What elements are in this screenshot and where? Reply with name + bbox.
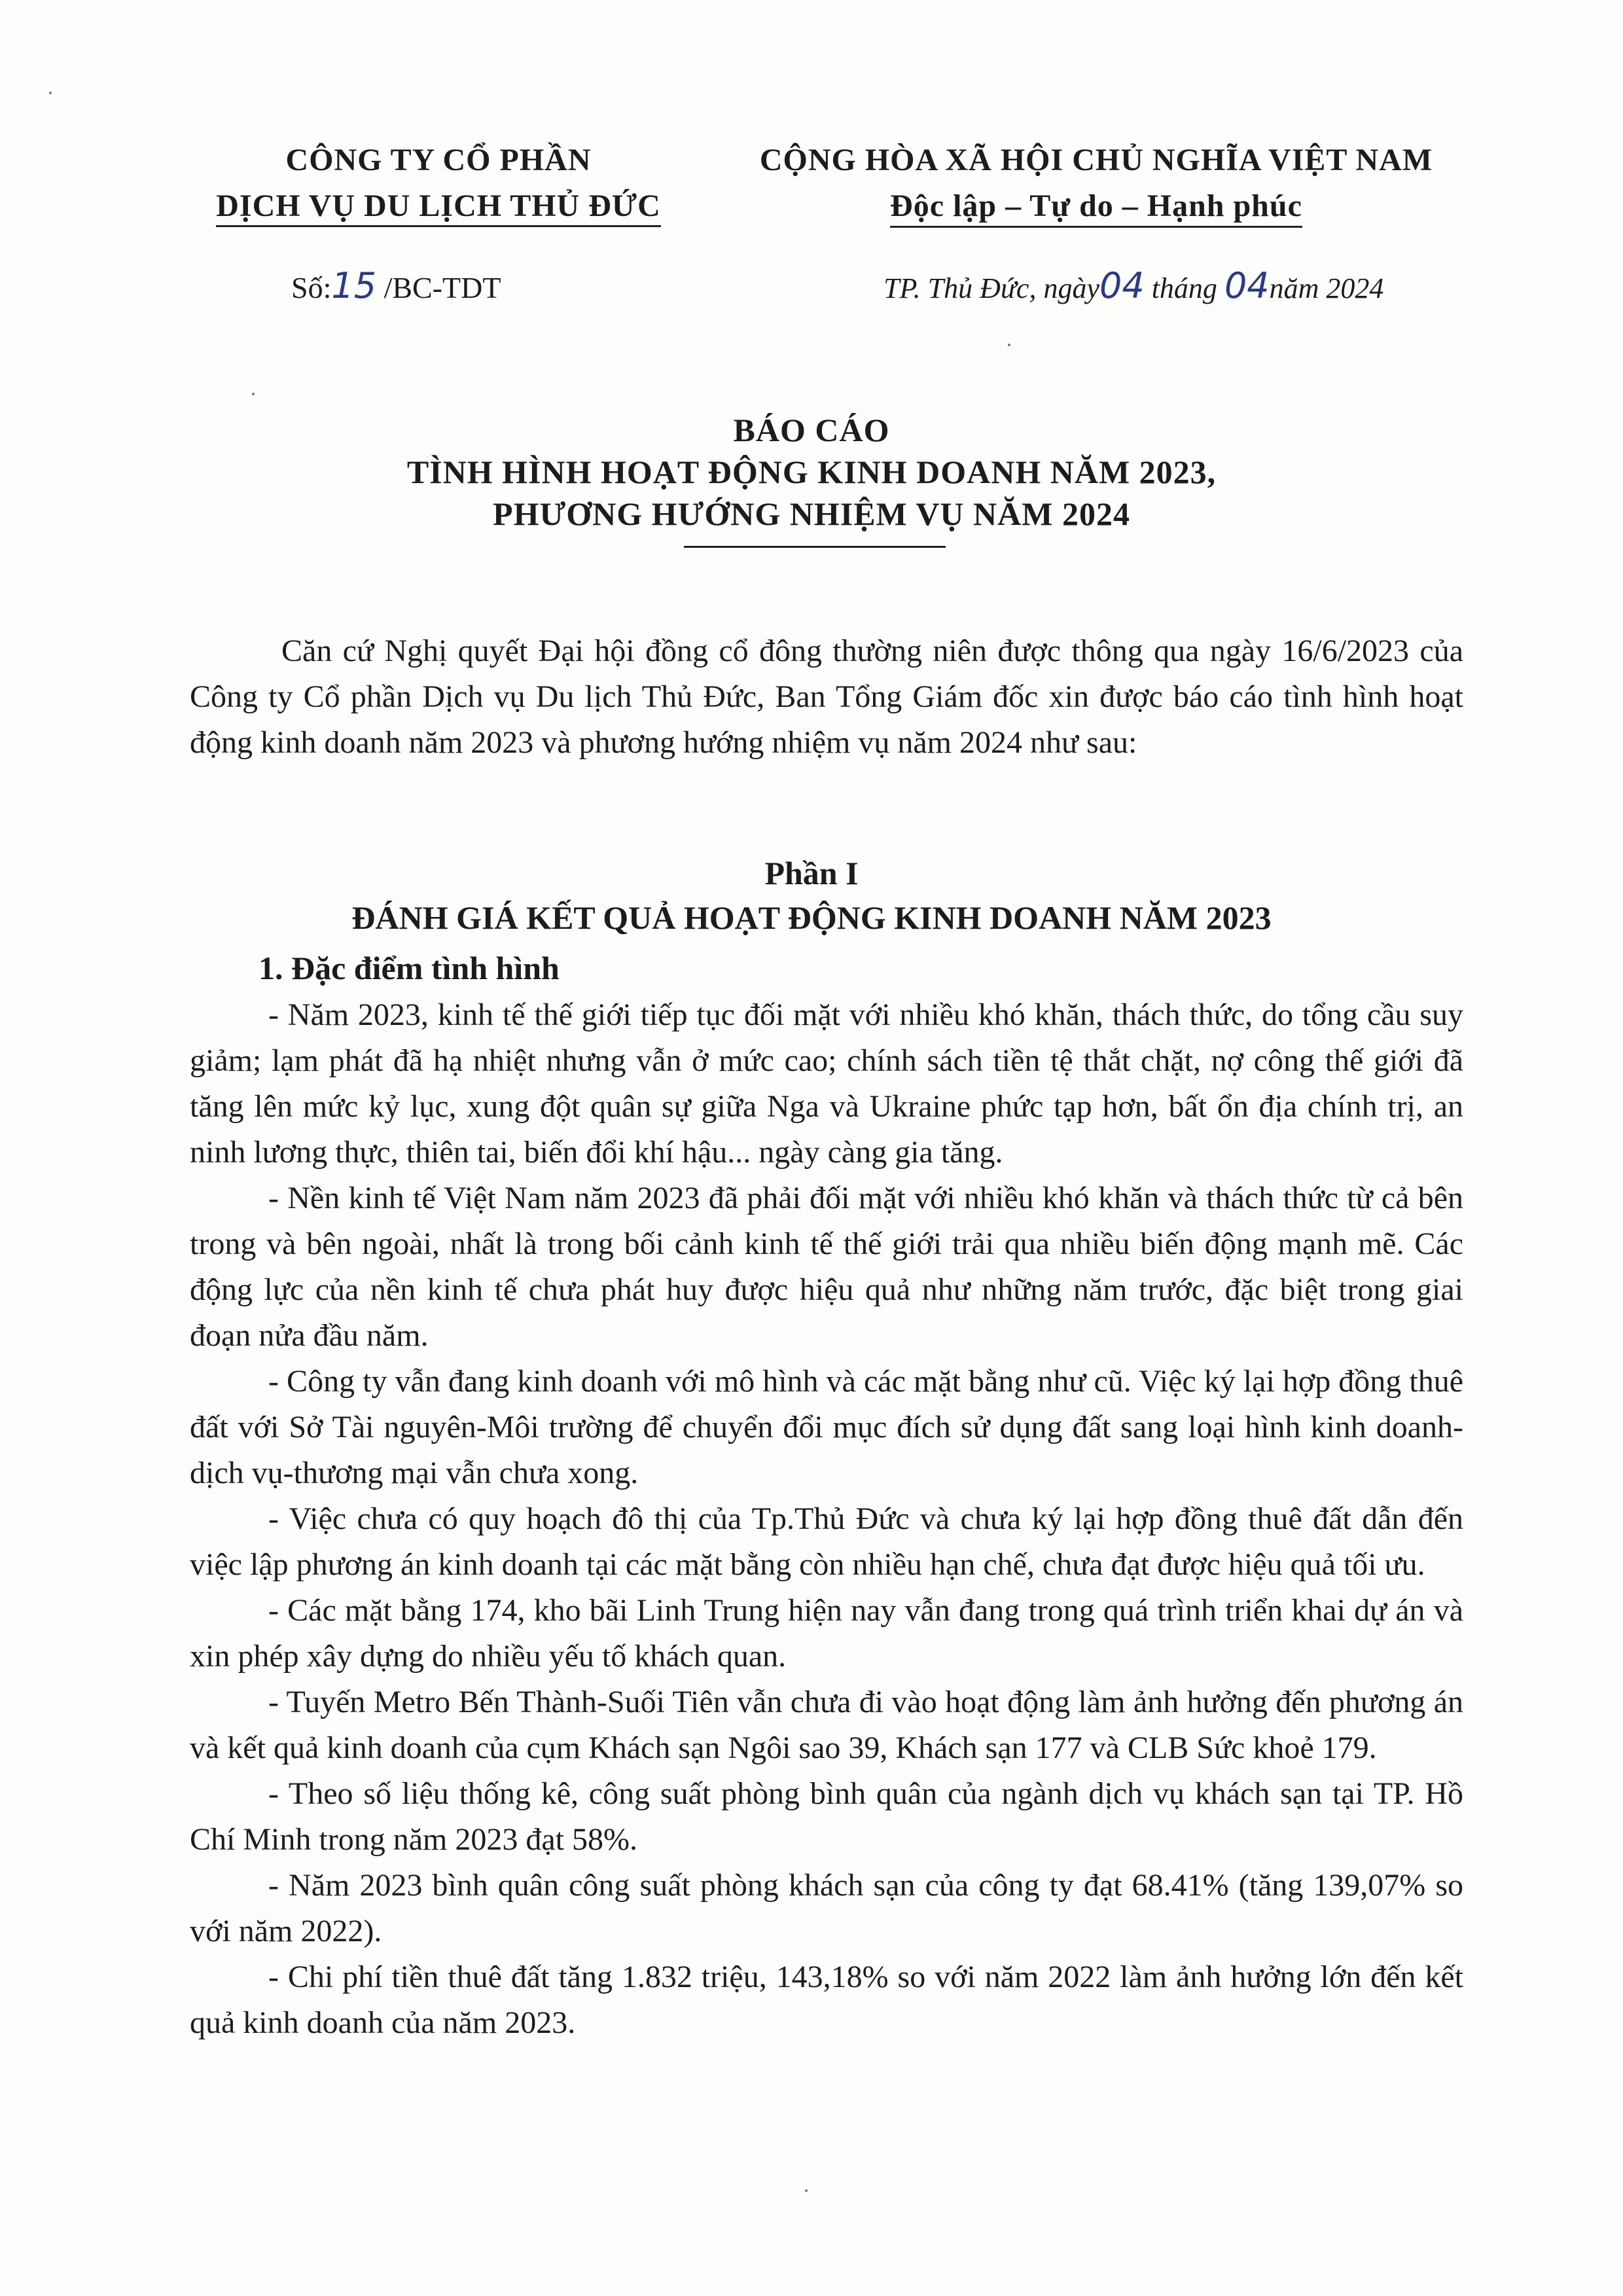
- organization-header: [190, 137, 687, 229]
- scan-speck: [49, 92, 52, 94]
- bullet-paragraph: - Năm 2023, kinh tế thế giới tiếp tục đối mặt với nhiều khó khăn, thách thức, do tổng cầu suy giảm; lạm phát đã hạ nhiệt nhưng vẫn ở mức cao; chính sách tiền tệ thắt chặt, nợ công thế giới đã tăng lên mức kỷ lục, xung đột quân sự giữa Nga và Ukraine phức tạp hơn, bất ổn địa chính trị, an ninh lương thực, thiên tai, biến đổi khí hậu... ngày càng gia tăng.: [190, 997, 1463, 1170]
- bullet-paragraph: - Các mặt bằng 174, kho bãi Linh Trung hiện nay vẫn đang trong quá trình triển khai dự án và xin phép xây dựng do nhiều yếu tố khách quan.: [190, 1593, 1463, 1674]
- dateline: [883, 265, 1383, 306]
- national-header: [713, 137, 1479, 229]
- part-heading: ĐÁNH GIÁ KẾT QUẢ HOẠT ĐỘNG KINH DOANH NĂM 2023: [351, 899, 1272, 936]
- nation-name: CỘNG HÒA XÃ HỘI CHỦ NGHĨA VIỆT NAM: [759, 143, 1433, 177]
- section-heading: 1. Đặc điểm tình hình: [259, 950, 560, 986]
- dateline-month: 04: [1224, 265, 1270, 306]
- doc-number-prefix: Số:: [291, 271, 332, 304]
- dateline-place: TP. Thủ Đức, ngày: [883, 272, 1099, 304]
- bullet-paragraph: - Năm 2023 bình quân công suất phòng khách sạn của công ty đạt 68.41% (tăng 139,07% so với năm 2022).: [190, 1868, 1463, 1948]
- title-underline: [684, 546, 946, 548]
- part-label: Phần I: [764, 855, 859, 891]
- scan-speck: [1008, 344, 1010, 346]
- document-number: [291, 265, 501, 306]
- report-title: [190, 409, 1433, 535]
- bullet-paragraph: - Việc chưa có quy hoạch đô thị của Tp.Thủ Đức và chưa ký lại hợp đồng thuê đất dẫn đến việc lập phương án kinh doanh tại các mặt bằng còn nhiều hạn chế, chưa đạt được hiệu quả tối ưu.: [190, 1501, 1463, 1582]
- dateline-month-label: tháng: [1151, 272, 1217, 304]
- scan-speck: [252, 393, 255, 395]
- title-line1: BÁO CÁO: [733, 412, 890, 448]
- org-name-line1: CÔNG TY CỔ PHẦN: [285, 143, 592, 177]
- title-line2: TÌNH HÌNH HOẠT ĐỘNG KINH DOANH NĂM 2023,: [406, 454, 1217, 490]
- scan-speck: [805, 2189, 808, 2192]
- nation-motto: Độc lập – Tự do – Hạnh phúc: [890, 187, 1302, 228]
- bullet-paragraph: - Tuyến Metro Bến Thành-Suối Tiên vẫn chưa đi vào hoạt động làm ảnh hưởng đến phương án và kết quả kinh doanh của cụm Khách sạn Ngôi sao 39, Khách sạn 177 và CLB Sức khoẻ 179.: [190, 1685, 1463, 1765]
- intro-paragraph: Căn cứ Nghị quyết Đại hội đồng cổ đông thường niên được thông qua ngày 16/6/2023 của Công ty Cổ phần Dịch vụ Du lịch Thủ Đức, Ban Tổng Giám đốc xin được báo cáo tình hình hoạt động kinh doanh năm 2023 và phương hướng nhiệm vụ năm 2024 như sau:: [190, 634, 1463, 760]
- org-name-line2: DỊCH VỤ DU LỊCH THỦ ĐỨC: [216, 187, 661, 227]
- doc-number-suffix: /BC-TDT: [383, 271, 501, 304]
- bullet-paragraph: - Nền kinh tế Việt Nam năm 2023 đã phải đối mặt với nhiều khó khăn và thách thức từ cả bên trong và bên ngoài, nhất là trong bối cảnh kinh tế thế giới trải qua nhiều biến động mạnh mẽ. Các động lực của nền kinh tế chưa phát huy được hiệu quả như những năm trước, đặc biệt trong giai đoạn nửa đầu năm.: [190, 1181, 1463, 1353]
- dateline-day: 04: [1099, 265, 1145, 306]
- bullet-paragraph: - Công ty vẫn đang kinh doanh với mô hình và các mặt bằng như cũ. Việc ký lại hợp đồng thuê đất với Sở Tài nguyên-Môi trường để chuyển đổi mục đích sử dụng đất sang loại hình kinh doanh-dịch vụ-thương mại vẫn chưa xong.: [190, 1364, 1463, 1490]
- dateline-year: năm 2024: [1269, 272, 1384, 304]
- bullet-paragraph: - Theo số liệu thống kê, công suất phòng bình quân của ngành dịch vụ khách sạn tại TP. Hồ Chí Minh trong năm 2023 đạt 58%.: [190, 1776, 1463, 1857]
- bullet-list: [190, 992, 1463, 2046]
- bullet-paragraph: - Chi phí tiền thuê đất tăng 1.832 triệu, 143,18% so với năm 2022 làm ảnh hưởng lớn đến kết quả kinh doanh của năm 2023.: [190, 1960, 1463, 2040]
- doc-number-handwritten: 15: [331, 265, 377, 306]
- title-line3: PHƯƠNG HƯỚNG NHIỆM VỤ NĂM 2024: [493, 495, 1130, 532]
